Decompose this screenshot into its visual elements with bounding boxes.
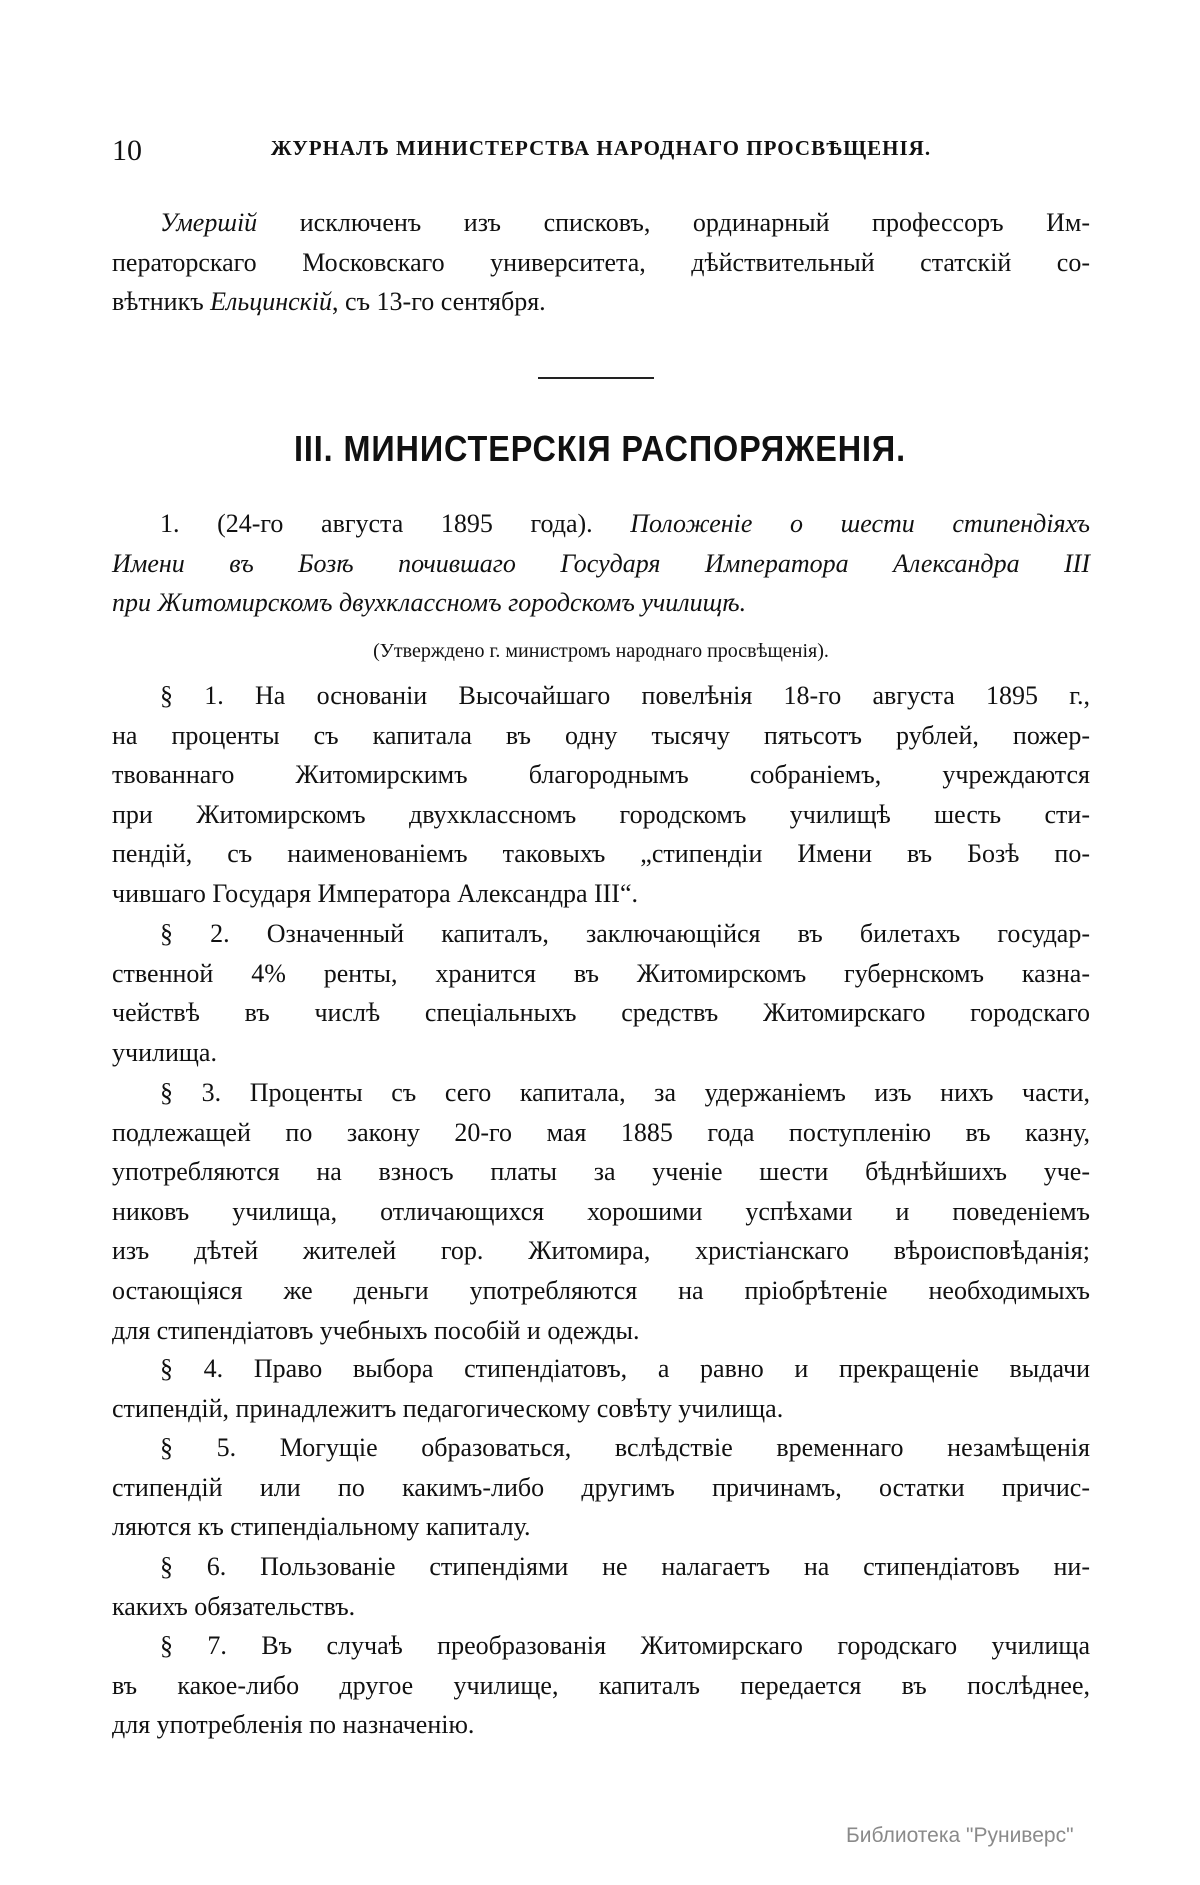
text-segment: (Утверждено г. министромъ народнаго просвѣщенія). xyxy=(373,640,829,662)
text-segment: 1. (24-го августа 1895 года). xyxy=(160,509,631,538)
section-divider xyxy=(538,377,654,379)
text-line xyxy=(112,1152,1090,1192)
section-5 xyxy=(112,1428,1090,1547)
text-line xyxy=(112,1666,1090,1706)
section-6 xyxy=(112,1547,1090,1626)
text-segment: пендій, съ наименованіемъ таковыхъ „стипендіи Имени въ Бозѣ по- xyxy=(112,839,1090,869)
text-line xyxy=(112,1349,1090,1389)
text-line xyxy=(112,874,1090,914)
text-segment: какихъ обязательствъ. xyxy=(112,1591,356,1621)
text-segment: употребляются на взносъ платы за ученіе шести бѣднѣйшихъ уче- xyxy=(112,1157,1090,1187)
text-segment: § 7. Въ случаѣ преобразованія Житомирскаго городскаго училища xyxy=(160,1631,1090,1660)
journal-title: ЖУРНАЛЪ МИНИСТЕРСТВА НАРОДНАГО ПРОСВѢЩЕНІЯ. xyxy=(270,136,932,160)
text-segment: въ какое-либо другое училище, капиталъ передается въ послѣднее, xyxy=(112,1670,1090,1700)
italic-text: при Житомирскомъ двухклассномъ городскомъ училищѣ. xyxy=(112,588,747,618)
text-line xyxy=(112,716,1090,756)
text-line xyxy=(112,1311,1090,1351)
text-line xyxy=(112,1033,1090,1073)
paragraph-obituary xyxy=(112,203,1090,322)
text-line xyxy=(112,1192,1090,1232)
text-line xyxy=(112,1705,1090,1745)
text-segment: исключенъ изъ списковъ, ординарный профессоръ Им- xyxy=(257,208,1090,237)
text-line xyxy=(112,795,1090,835)
item-1-title xyxy=(112,504,1090,623)
text-segment: ляются къ стипендіальному капиталу. xyxy=(112,1512,531,1542)
text-segment: никовъ училища, отличающихся хорошими успѣхами и поведеніемъ xyxy=(112,1196,1090,1226)
section-3 xyxy=(112,1073,1090,1350)
text-segment: § 1. На основаніи Высочайшаго повелѣнія 18-го августа 1895 г., xyxy=(160,681,1090,710)
text-segment: твованнаго Житомирскимъ благороднымъ собраніемъ, учреждаются xyxy=(112,760,1090,790)
text-segment: на проценты съ капитала въ одну тысячу пятьсотъ рублей, пожер- xyxy=(112,720,1090,750)
text-line xyxy=(112,1073,1090,1113)
text-segment: ператорскаго Московскаго университета, дѣйствительный статскій со- xyxy=(112,247,1090,277)
italic-text: Умершій xyxy=(160,208,258,237)
text-segment: , съ 13-го сентября. xyxy=(332,287,546,317)
text-segment: для употребленія по назначенію. xyxy=(112,1710,475,1740)
text-segment: ственной 4% ренты, хранится въ Житомирскомъ губернскомъ казна- xyxy=(112,958,1090,988)
text-line xyxy=(112,676,1090,716)
text-line xyxy=(112,1231,1090,1271)
text-segment: изъ дѣтей жителей гор. Житомира, христіанскаго вѣроисповѣданія; xyxy=(112,1236,1090,1266)
text-line xyxy=(112,834,1090,874)
text-line xyxy=(112,632,1090,672)
text-segment: § 3. Проценты съ сего капитала, за удержаніемъ изъ нихъ части, xyxy=(160,1078,1090,1107)
text-line xyxy=(112,1547,1090,1587)
text-segment: стипендій, принадлежитъ педагогическому совѣту училища. xyxy=(112,1393,784,1423)
text-line xyxy=(112,1587,1090,1627)
text-segment: училища. xyxy=(112,1037,217,1067)
text-segment: вѣтникъ xyxy=(112,287,211,317)
text-line xyxy=(112,1507,1090,1547)
text-segment: § 5. Могущіе образоваться, вслѣдствіе временнаго незамѣщенія xyxy=(160,1433,1090,1462)
text-line xyxy=(112,1428,1090,1468)
text-line xyxy=(112,914,1090,954)
text-line xyxy=(112,1271,1090,1311)
text-segment: § 4. Право выбора стипендіатовъ, а равно и прекращеніе выдачи xyxy=(160,1354,1090,1383)
text-segment: чившаго Государя Императора Александра III“. xyxy=(112,878,639,908)
italic-text: Имени въ Бозѣ почившаго Государя Императора Александра III xyxy=(112,548,1090,578)
text-line xyxy=(112,1626,1090,1666)
text-line xyxy=(112,282,1090,322)
text-line xyxy=(112,243,1090,283)
library-watermark: Библиотека "Руниверс" xyxy=(846,1824,1074,1847)
text-segment: § 6. Пользованіе стипендіями не налагаетъ на стипендіатовъ ни- xyxy=(160,1552,1090,1581)
text-segment: подлежащей по закону 20-го мая 1885 года поступленію въ казну, xyxy=(112,1117,1090,1147)
text-line xyxy=(112,1468,1090,1508)
section-2 xyxy=(112,914,1090,1072)
text-line xyxy=(112,1113,1090,1153)
text-line xyxy=(112,1389,1090,1429)
text-line xyxy=(112,203,1090,243)
text-segment: для стипендіатовъ учебныхъ пособій и одежды. xyxy=(112,1315,640,1345)
text-segment: стипендій или по какимъ-либо другимъ причинамъ, остатки причис- xyxy=(112,1472,1090,1502)
section-7 xyxy=(112,1626,1090,1745)
text-line xyxy=(112,544,1090,584)
text-segment: остающіяся же деньги употребляются на пріобрѣтеніе необходимыхъ xyxy=(112,1275,1090,1305)
section-4 xyxy=(112,1349,1090,1428)
text-line xyxy=(112,755,1090,795)
text-line xyxy=(112,583,1090,623)
running-header xyxy=(112,134,1090,170)
approval-note xyxy=(112,632,1090,672)
text-line xyxy=(112,504,1090,544)
section-1 xyxy=(112,676,1090,914)
text-line xyxy=(112,993,1090,1033)
italic-text: Положеніе о шести стипендіяхъ xyxy=(630,509,1090,538)
text-segment: § 2. Означенный капиталъ, заключающійся въ билетахъ государ- xyxy=(160,919,1090,948)
text-segment: чействѣ въ числѣ спеціальныхъ средствъ Житомирскаго городскаго xyxy=(112,998,1090,1028)
italic-text: Ельцинскій xyxy=(210,287,333,317)
text-line xyxy=(112,954,1090,994)
text-segment: при Житомирскомъ двухклассномъ городскомъ училищѣ шесть сти- xyxy=(112,799,1090,829)
section-heading: III. МИНИСТЕРСКІЯ РАСПОРЯЖЕНІЯ. xyxy=(293,428,907,469)
page-number: 10 xyxy=(112,134,142,167)
